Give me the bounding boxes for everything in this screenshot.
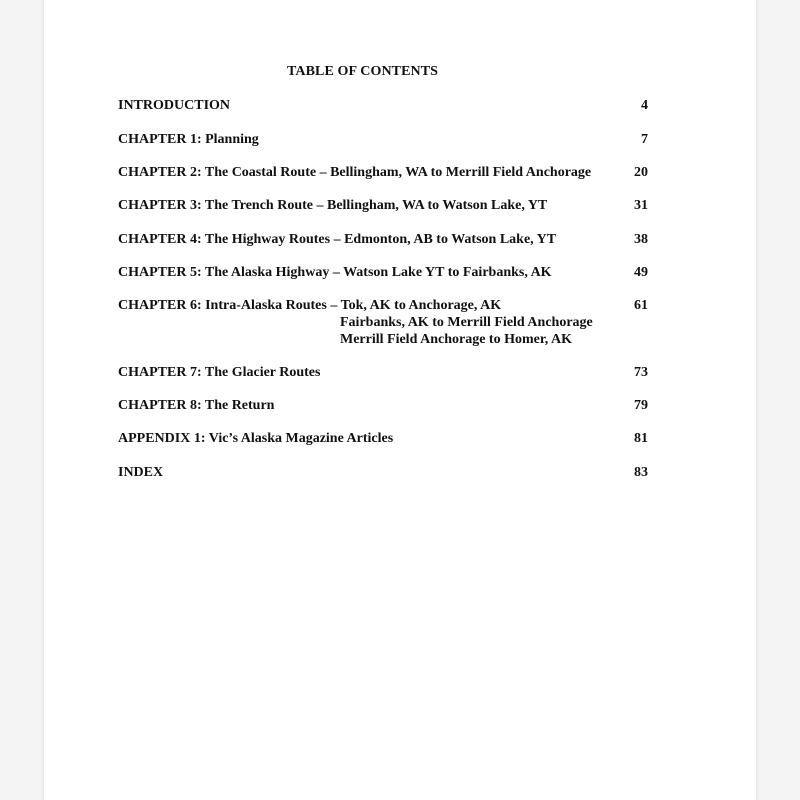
toc-entry-appendix-1 [118, 430, 648, 447]
toc-page-number: 83 [634, 465, 648, 480]
toc-page-number: 49 [634, 265, 648, 280]
toc-entry-subroute: Merrill Field Anchorage to Homer, AK [340, 332, 572, 347]
toc-page-number: 31 [634, 198, 648, 213]
toc-title: TABLE OF CONTENTS [287, 64, 439, 79]
toc-entry-label: CHAPTER 1: Planning [118, 132, 259, 147]
document-page [44, 0, 756, 800]
toc-page-number: 79 [634, 398, 648, 413]
toc-entry-chapter-5 [118, 264, 648, 281]
toc-entry-label: CHAPTER 4: The Highway Routes – Edmonton, AB to Watson Lake, YT [118, 232, 557, 247]
toc-page-number: 7 [641, 132, 648, 147]
toc-page-number: 38 [634, 232, 648, 247]
toc-entry-label: CHAPTER 2: The Coastal Route – Bellingham, WA to Merrill Field Anchorage [118, 165, 592, 180]
toc-entry-chapter-1 [118, 131, 648, 148]
toc-entry-label: CHAPTER 7: The Glacier Routes [118, 365, 321, 380]
toc-entry-label: CHAPTER 5: The Alaska Highway – Watson Lake YT to Fairbanks, AK [118, 265, 552, 280]
toc-entry-label: CHAPTER 6: Intra-Alaska Routes – Tok, AK to Anchorage, AK [118, 298, 502, 313]
toc-entry-index [118, 464, 648, 481]
toc-entry-label: CHAPTER 8: The Return [118, 398, 275, 413]
toc-page-number: 20 [634, 165, 648, 180]
toc-page-number: 4 [641, 98, 648, 113]
toc-entry-label: CHAPTER 3: The Trench Route – Bellingham, WA to Watson Lake, YT [118, 198, 548, 213]
toc-entry-chapter-3 [118, 197, 648, 214]
toc-entry-chapter-8 [118, 397, 648, 414]
toc-entry-label: INDEX [118, 465, 164, 480]
toc-entry-introduction [118, 97, 648, 114]
toc-entry-chapter-7 [118, 364, 648, 381]
toc-page-number: 73 [634, 365, 648, 380]
toc-entry-subroute: Fairbanks, AK to Merrill Field Anchorage [340, 315, 593, 330]
toc-entry-label: INTRODUCTION [118, 98, 231, 113]
toc-entry-chapter-6 [118, 297, 648, 348]
toc-page-number: 81 [634, 431, 648, 446]
toc-page-number: 61 [634, 298, 648, 313]
toc-entry-chapter-4 [118, 231, 648, 248]
toc-entry-chapter-2 [118, 164, 648, 181]
toc-entry-label: APPENDIX 1: Vic’s Alaska Magazine Articles [118, 431, 394, 446]
